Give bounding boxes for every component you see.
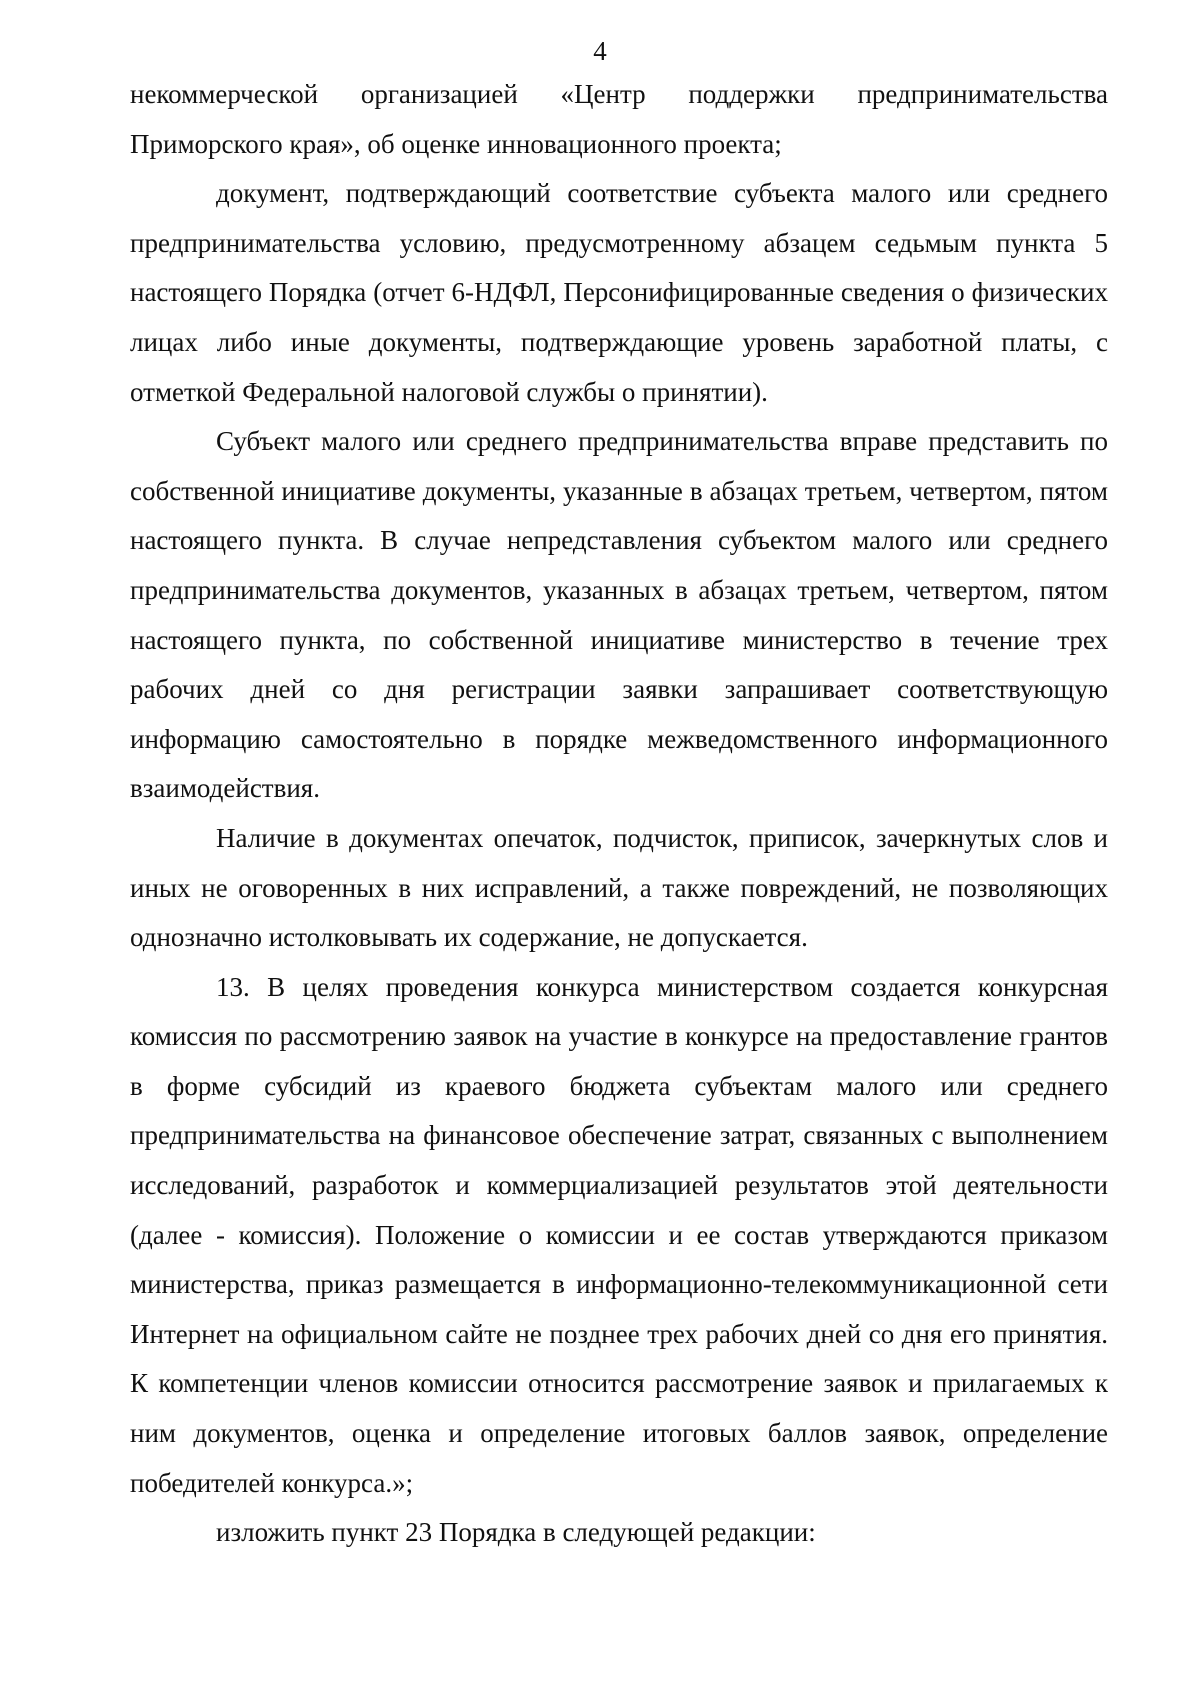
paragraph-1: некоммерческой организацией «Центр поддержки предпринимательства Приморского края», об оценке инновационного проекта;: [130, 79, 1108, 159]
page-number: 4: [593, 36, 607, 66]
paragraph-2: документ, подтверждающий соответствие субъекта малого или среднего предпринимательства условию, предусмотренному абзацем седьмым пункта 5 настоящего Порядка (отчет 6-НДФЛ, Персонифицированные сведения о физических лицах либо иные документы, подтверждающие уровень заработной платы, с отметкой Федеральной налоговой службы о принятии).: [130, 178, 1108, 407]
paragraph-3: Субъект малого или среднего предпринимательства вправе представить по собственной инициативе документы, указанные в абзацах третьем, четвертом, пятом настоящего пункта. В случае непредставления субъектом малого или среднего предпринимательства документов, указанных в абзацах третьем, четвертом, пятом настоящего пункта, по собственной инициативе министерство в течение трех рабочих дней со дня регистрации заявки запрашивает соответствующую информацию самостоятельно в порядке межведомственного информационного взаимодействия.: [130, 426, 1108, 804]
paragraph-4: Наличие в документах опечаток, подчисток, приписок, зачеркнутых слов и иных не оговоренных в них исправлений, а также повреждений, не позволяющих однозначно истолковывать их содержание, не допускается.: [130, 822, 1108, 953]
document-body: [130, 70, 1108, 1558]
paragraph-6: изложить пункт 23 Порядка в следующей редакции:: [216, 1517, 816, 1548]
paragraph-5: 13. В целях проведения конкурса министерством создается конкурсная комиссия по рассмотрению заявок на участие в конкурсе на предоставление грантов в форме субсидий из краевого бюджета субъектам малого или среднего предпринимательства на финансовое обеспечение затрат, связанных с выполнением исследований, разработок и коммерциализацией результатов этой деятельности (далее - комиссия). Положение о комиссии и ее состав утверждаются приказом министерства, приказ размещается в информационно-телекоммуникационной сети Интернет на официальном сайте не позднее трех рабочих дней со дня его принятия. К компетенции членов комиссии относится рассмотрение заявок и прилагаемых к ним документов, оценка и определение итоговых баллов заявок, определение победителей конкурса.»;: [130, 971, 1108, 1498]
